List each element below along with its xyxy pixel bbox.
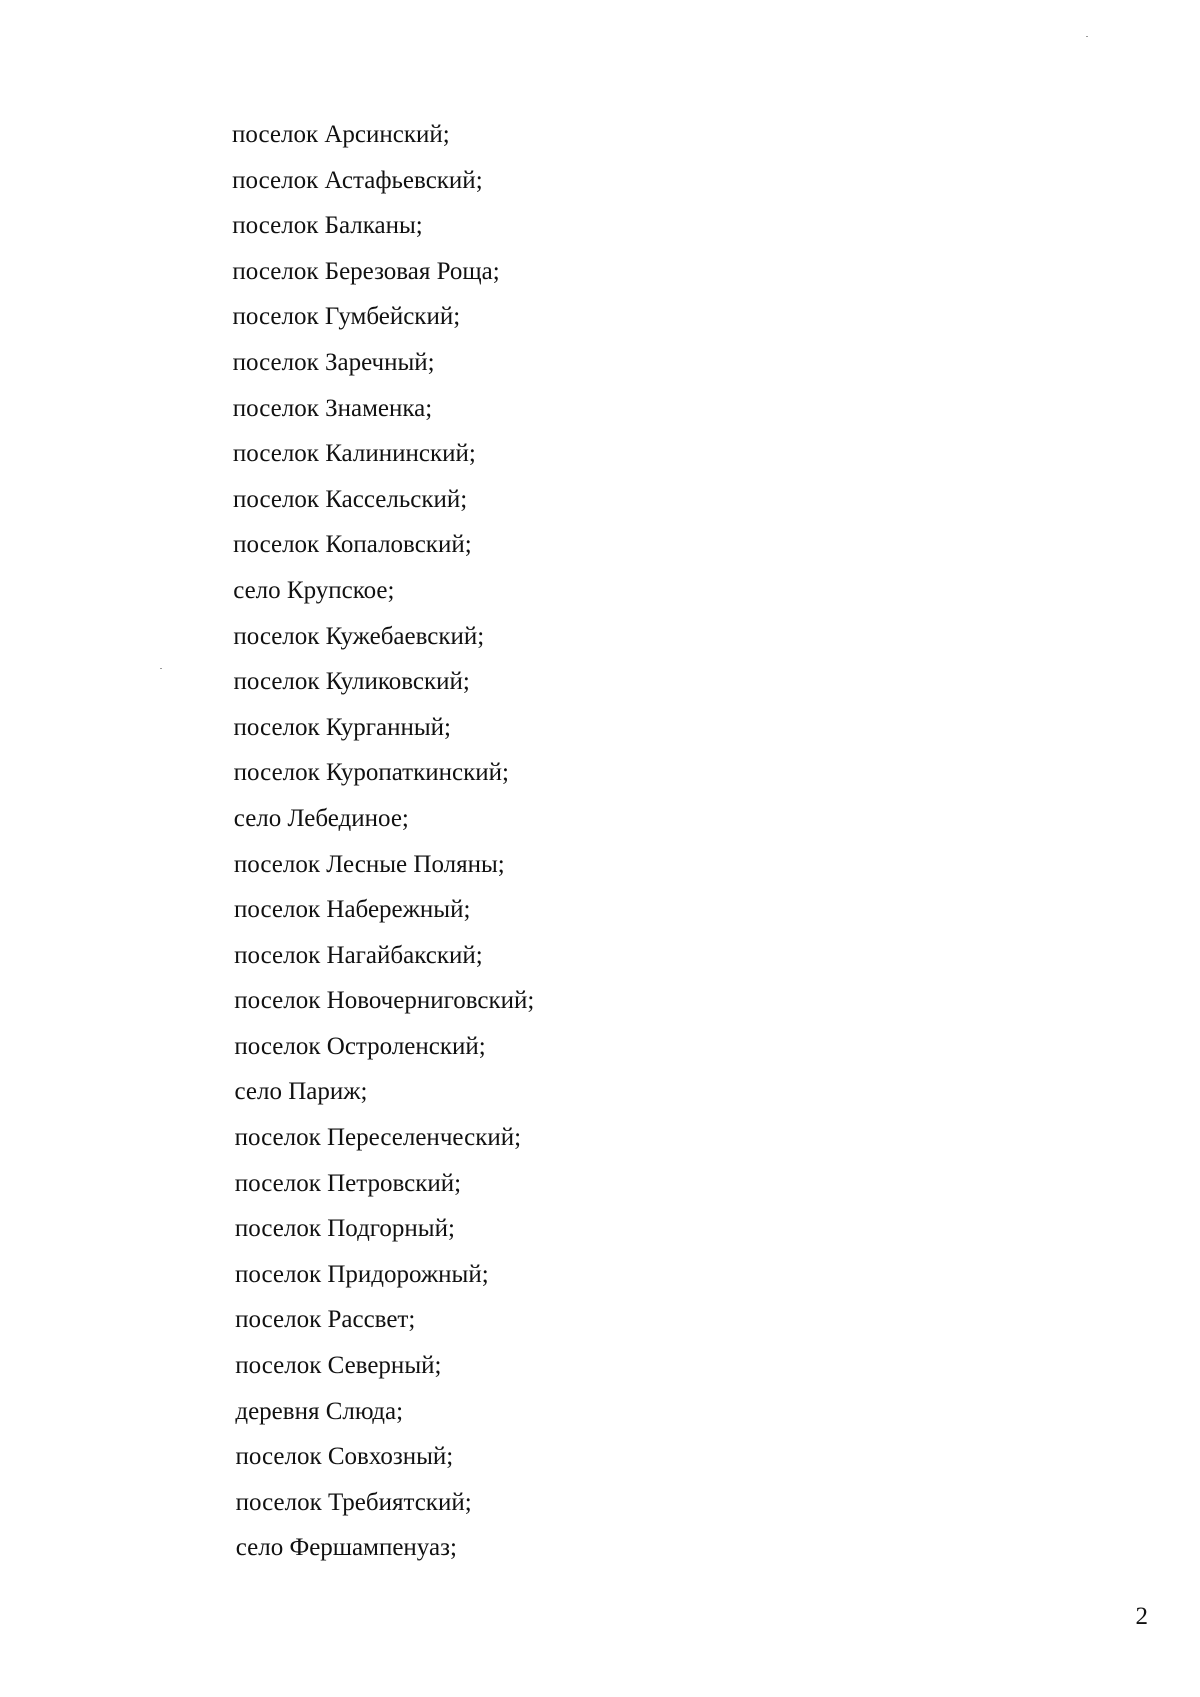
settlement-list (232, 112, 534, 1571)
settlement-item: село Лебединое; (233, 804, 409, 832)
settlement-item: поселок Требиятский; (235, 1488, 472, 1516)
scan-speck (160, 668, 162, 669)
settlement-item: поселок Придорожный; (235, 1260, 489, 1288)
settlement-item: поселок Куликовский; (233, 668, 470, 696)
settlement-item: поселок Совхозный; (235, 1443, 454, 1471)
settlement-item: поселок Набережный; (234, 896, 471, 924)
settlement-item: поселок Северный; (235, 1352, 442, 1380)
settlement-item: поселок Куропаткинский; (233, 759, 509, 787)
settlement-item: поселок Нагайбакский; (234, 941, 483, 969)
settlement-item: поселок Балканы; (232, 212, 423, 240)
settlement-item: поселок Курганный; (233, 713, 451, 741)
settlement-item: село Фершампенуаз; (235, 1534, 457, 1562)
settlement-item: поселок Копаловский; (233, 531, 472, 559)
settlement-item: поселок Кужебаевский; (233, 622, 485, 650)
settlement-item: село Париж; (234, 1078, 368, 1106)
settlement-item: село Крупское; (233, 576, 395, 604)
page-number: 2 (1135, 1603, 1148, 1630)
settlement-item: деревня Слюда; (235, 1397, 404, 1425)
settlement-item: поселок Переселенческий; (234, 1124, 522, 1152)
scan-speck (1086, 36, 1088, 37)
settlement-item: поселок Астафьевский; (232, 166, 483, 194)
settlement-item: поселок Гумбейский; (232, 303, 461, 331)
settlement-item: поселок Арсинский; (232, 121, 450, 148)
settlement-item: поселок Рассвет; (235, 1306, 416, 1334)
settlement-item: поселок Остроленский; (234, 1032, 486, 1060)
settlement-item: поселок Кассельский; (232, 485, 468, 513)
settlement-item: поселок Калининский; (232, 440, 476, 468)
settlement-item: поселок Лесные Поляны; (233, 850, 505, 878)
settlement-item: поселок Заречный; (232, 348, 435, 376)
settlement-item: поселок Знаменка; (232, 394, 433, 422)
settlement-item: поселок Петровский; (234, 1169, 462, 1197)
settlement-item: поселок Новочерниговский; (234, 987, 535, 1015)
settlement-item: поселок Подгорный; (234, 1215, 455, 1243)
settlement-item: поселок Березовая Роща; (232, 257, 500, 285)
